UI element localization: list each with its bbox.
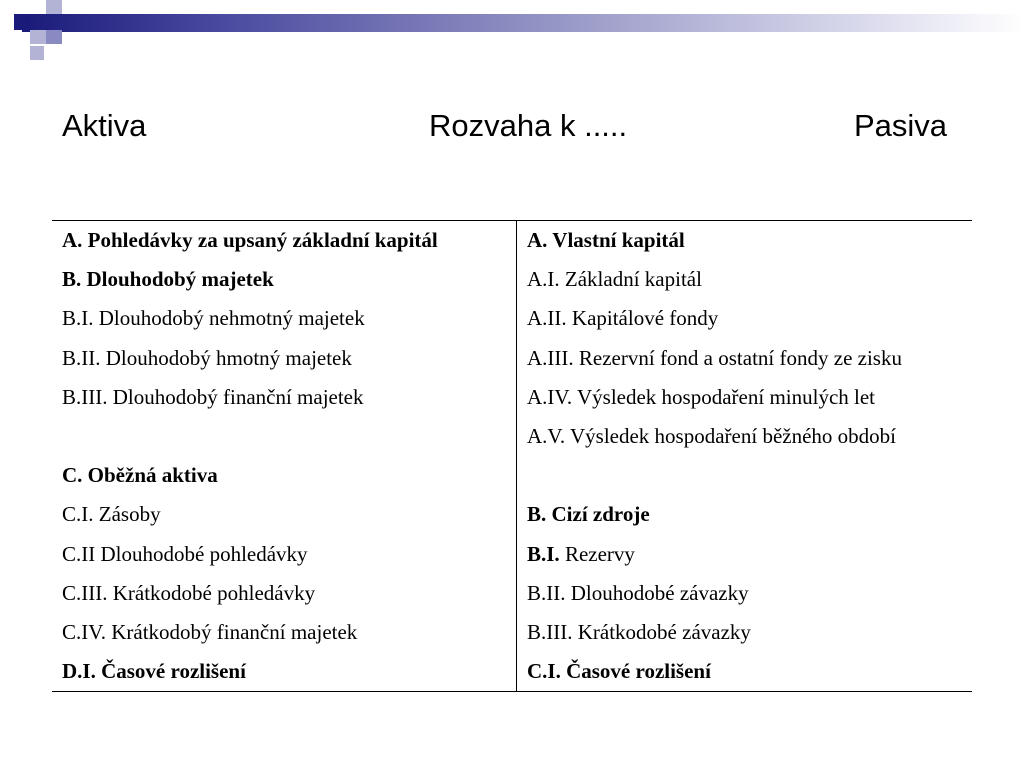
table-row (52, 495, 972, 534)
table-row (52, 378, 972, 417)
aktiva-cell (52, 652, 517, 692)
pasiva-cell (517, 417, 973, 456)
cell-prefix: B.I. (527, 541, 560, 566)
cell-text: A.III. Rezervní fond a ostatní fondy ze zisku (527, 345, 902, 370)
table-row (52, 652, 972, 692)
aktiva-cell (52, 221, 517, 261)
pasiva-cell (517, 652, 973, 692)
cell-text: B.II. Dlouhodobé závazky (527, 580, 749, 605)
pasiva-cell (517, 339, 973, 378)
aktiva-cell (52, 574, 517, 613)
aktiva-cell (52, 417, 517, 456)
light-square (46, 0, 62, 14)
table-row (52, 299, 972, 338)
pasiva-cell (517, 221, 973, 261)
mid-square (46, 30, 62, 44)
slide-title-row (62, 108, 962, 152)
aktiva-cell (52, 378, 517, 417)
pasiva-cell (517, 535, 973, 574)
aktiva-cell (52, 456, 517, 495)
cell-text: A.II. Kapitálové fondy (527, 306, 719, 331)
cell-text: B.III. Dlouhodobý finanční majetek (62, 384, 364, 409)
pasiva-cell (517, 299, 973, 338)
table-row (52, 574, 972, 613)
cell-text: B.I. Dlouhodobý nehmotný majetek (62, 306, 365, 331)
aktiva-cell (52, 260, 517, 299)
aktiva-cell (52, 495, 517, 534)
balance-sheet-table (52, 220, 972, 692)
cell-text: C.III. Krátkodobé pohledávky (62, 580, 316, 605)
cell-text: B.II. Dlouhodobý hmotný majetek (62, 345, 352, 370)
aktiva-cell (52, 613, 517, 652)
light-square (30, 30, 46, 44)
title-rozvaha: Rozvaha k ..... (429, 108, 628, 143)
aktiva-cell (52, 339, 517, 378)
cell-text: A.I. Základní kapitál (527, 267, 702, 292)
table-row (52, 417, 972, 456)
cell-text: C. Oběžná aktiva (62, 463, 218, 488)
table-row (52, 456, 972, 495)
pasiva-cell (517, 456, 973, 495)
header-gradient-bar (22, 14, 1024, 32)
table-row (52, 260, 972, 299)
white-square (30, 0, 46, 14)
cell-text: B. Cizí zdroje (527, 502, 650, 527)
cell-text: D.I. Časové rozlišení (62, 659, 246, 684)
pasiva-cell (517, 495, 973, 534)
cell-text: B. Dlouhodobý majetek (62, 267, 274, 292)
table-row (52, 535, 972, 574)
cell-text: A.V. Výsledek hospodaření běžného období (527, 424, 896, 449)
cell-text: A.IV. Výsledek hospodaření minulých let (527, 384, 876, 409)
pasiva-cell (517, 574, 973, 613)
cell-text: C.I. Časové rozlišení (527, 659, 711, 684)
table-row (52, 221, 972, 261)
table-row (52, 339, 972, 378)
cell-text: C.II Dlouhodobé pohledávky (62, 541, 308, 566)
cell-text: A. Pohledávky za upsaný základní kapitál (62, 228, 438, 253)
cell-text: B.III. Krátkodobé závazky (527, 619, 751, 644)
title-aktiva: Aktiva (62, 108, 147, 143)
dark-square (14, 14, 30, 30)
pasiva-cell (517, 613, 973, 652)
pasiva-cell (517, 378, 973, 417)
light-square (30, 46, 44, 60)
aktiva-cell (52, 535, 517, 574)
cell-text: C.IV. Krátkodobý finanční majetek (62, 619, 358, 644)
table-row (52, 613, 972, 652)
cell-text: Rezervy (559, 541, 635, 566)
aktiva-cell (52, 299, 517, 338)
cell-text: A. Vlastní kapitál (527, 228, 685, 253)
pasiva-cell (517, 260, 973, 299)
title-pasiva: Pasiva (854, 108, 948, 143)
cell-text: C.I. Zásoby (62, 502, 161, 527)
